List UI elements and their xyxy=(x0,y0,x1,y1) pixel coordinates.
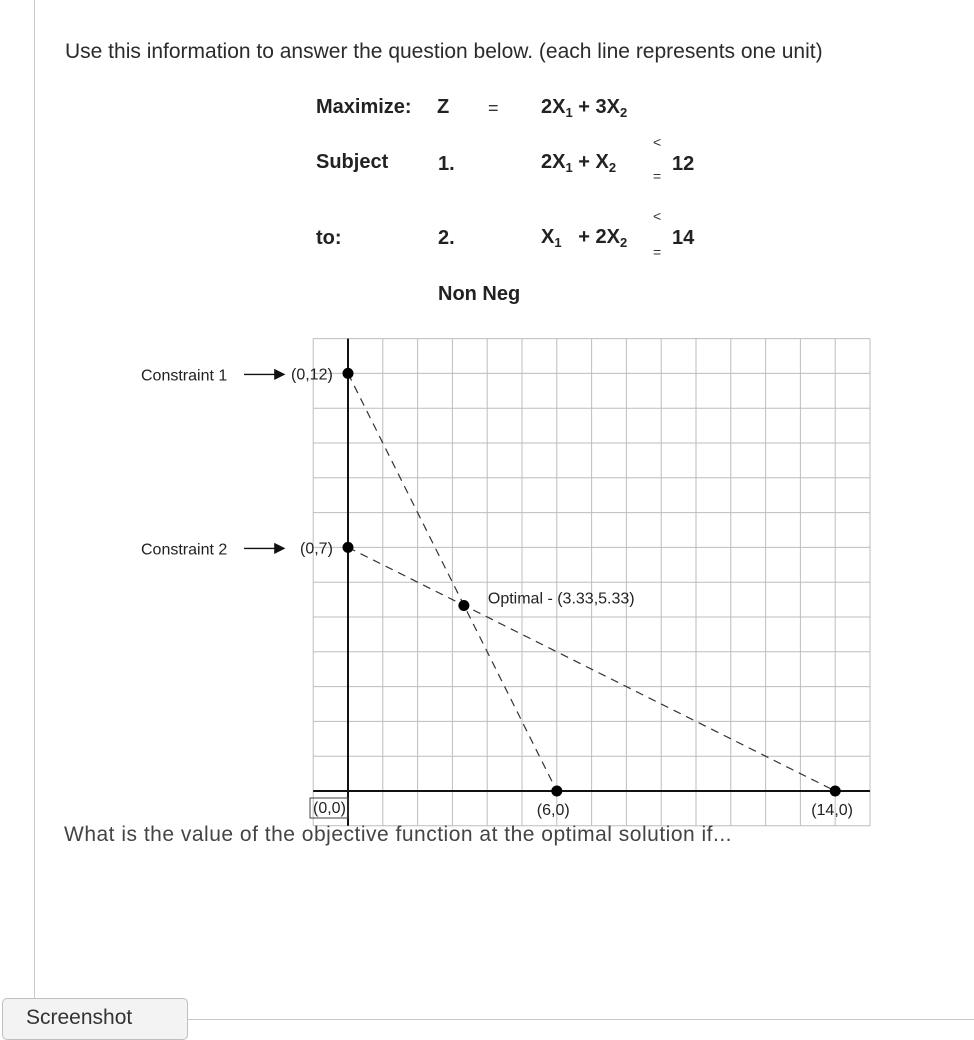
to-label: to: xyxy=(316,227,342,249)
point-marker xyxy=(830,786,841,797)
point-marker xyxy=(458,600,469,611)
instructions-text: Use this information to answer the question below. (each line represents one unit) xyxy=(65,40,823,63)
point-label: (0,7) xyxy=(300,540,333,558)
constraint-annotation-label: Constraint 2 xyxy=(141,541,228,559)
constraint-1-number: 1. xyxy=(438,153,455,175)
constraint-2-lt-symbol: < xyxy=(653,208,662,224)
constraint-2-rhs: 14 xyxy=(672,227,695,249)
subject-label: Subject xyxy=(316,151,389,173)
point-marker xyxy=(343,542,354,553)
point-marker xyxy=(551,786,562,797)
constraint-1-expression: $2X_1 + X_2$ xyxy=(541,151,617,175)
point-label: (0,12) xyxy=(291,366,333,384)
point-label: Optimal - (3.33,5.33) xyxy=(487,590,635,608)
screenshot-tab-label: Screenshot xyxy=(26,1006,133,1029)
point-label: (14,0) xyxy=(811,802,853,819)
non-negativity-label: Non Neg xyxy=(438,283,521,305)
objective-function: $2X_1 + 3X_2$ xyxy=(541,96,628,120)
bottom-divider xyxy=(188,1019,974,1020)
point-label: (6,0) xyxy=(536,802,570,819)
constraint-2-number: 2. xyxy=(438,227,455,249)
constraint-1-rhs: 12 xyxy=(672,153,695,175)
constraint-2-eq-symbol: = xyxy=(653,244,662,260)
constraint-1-eq-symbol: = xyxy=(653,168,662,184)
maximize-label: Maximize: xyxy=(316,96,412,118)
point-marker xyxy=(343,368,354,379)
constraint-2-expression: $X_1$ + $2X_2$ xyxy=(541,226,628,250)
point-label: (0,0) xyxy=(313,800,346,817)
truncated-question-text: What is the value of the objective function at the optimal solution if... xyxy=(64,823,733,846)
objective-equals: = xyxy=(488,98,499,118)
objective-z: Z xyxy=(437,96,450,118)
constraint-annotation-label: Constraint 1 xyxy=(141,367,228,385)
constraint-1-lt-symbol: < xyxy=(653,134,662,150)
